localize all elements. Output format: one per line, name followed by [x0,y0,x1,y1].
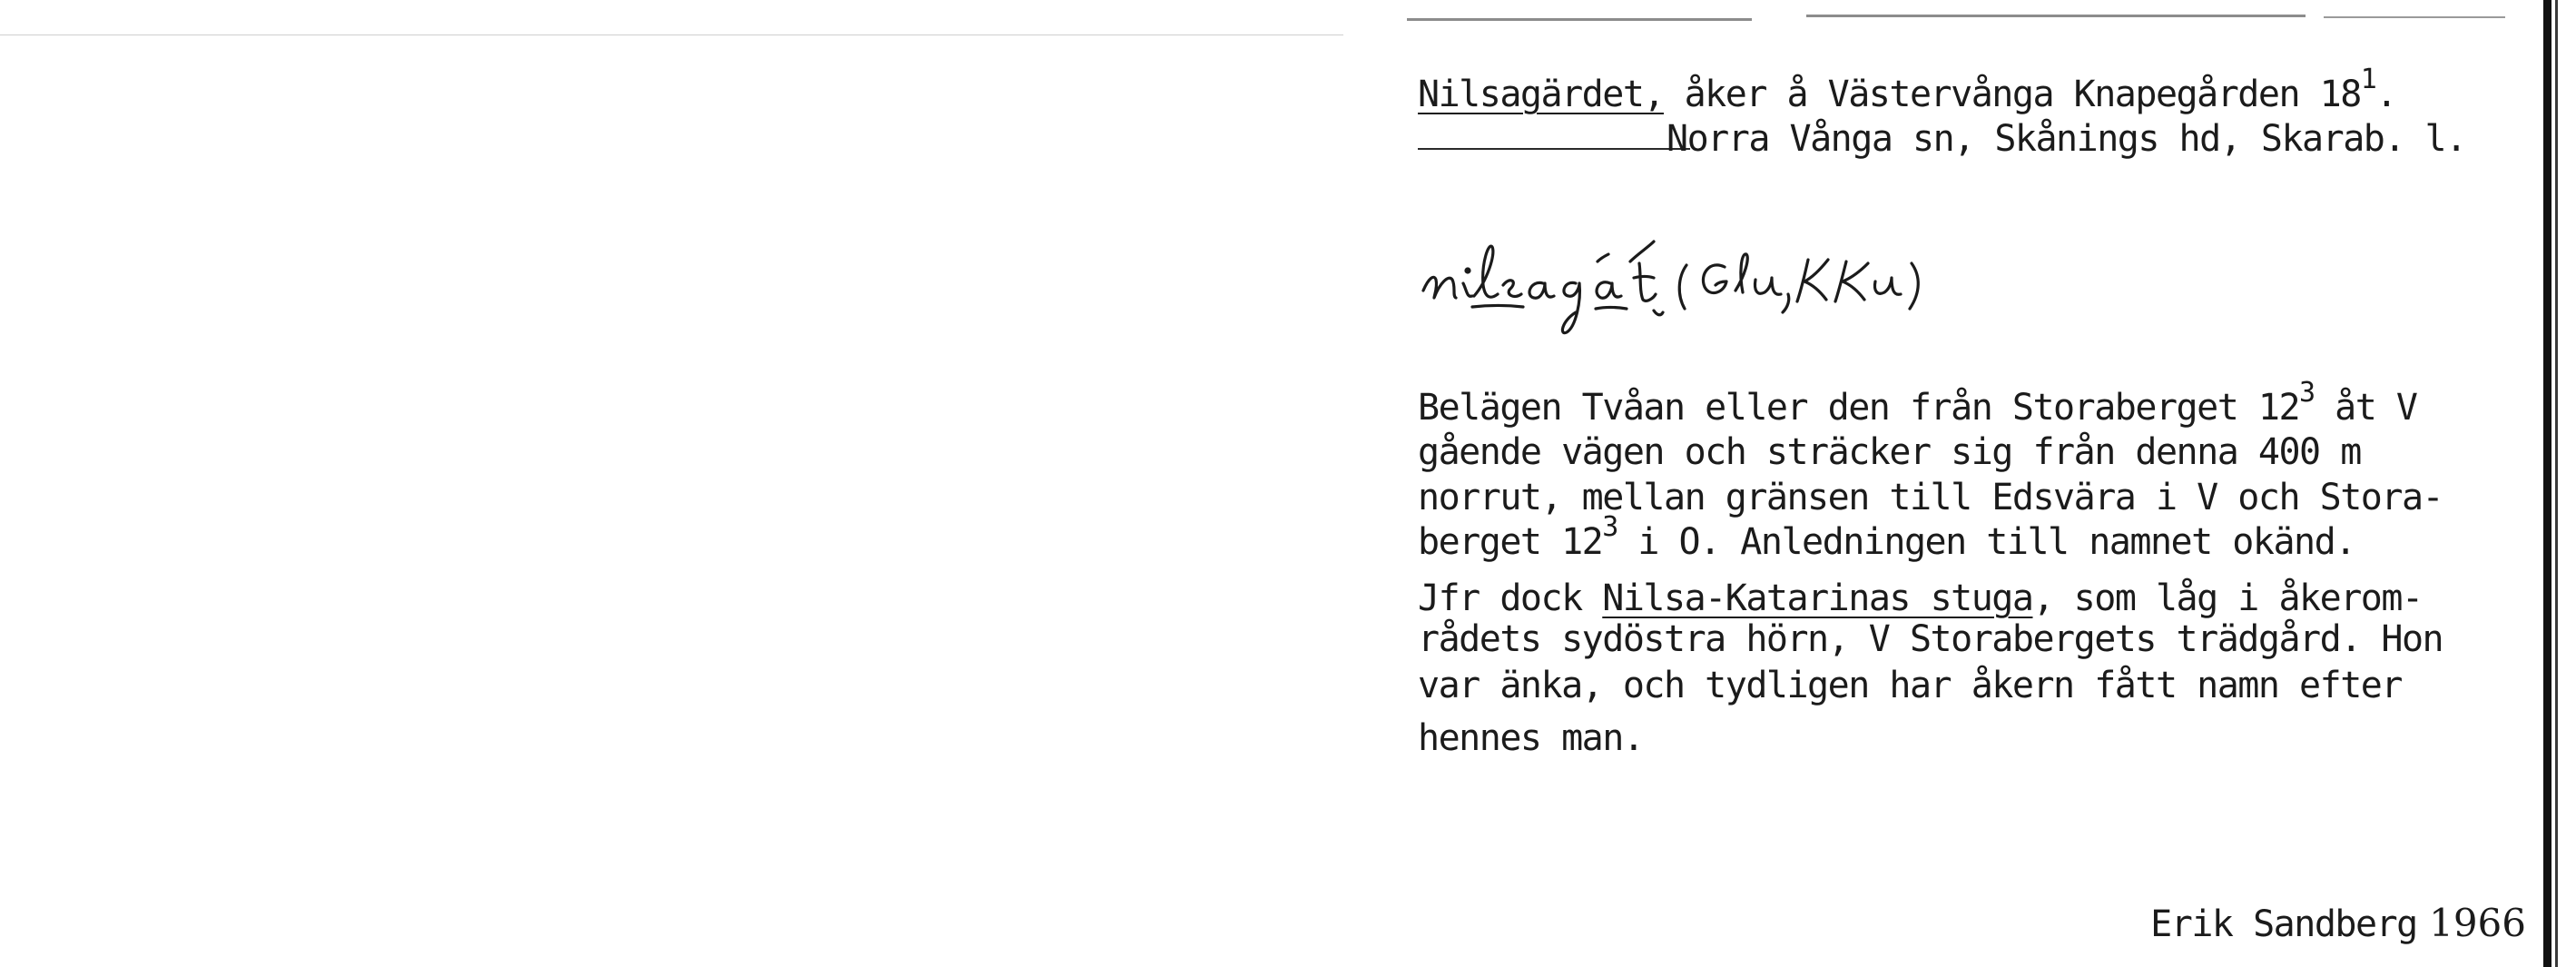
signature [2150,901,2526,945]
body-text: åt V [2314,387,2417,429]
card-edge-shadow [2555,0,2558,967]
title-period: . [2375,74,2396,115]
body-line [1418,511,2355,567]
card-edge-shadow [2543,0,2551,967]
body-line: hennes man. [1418,717,1644,759]
signature-name: Erik Sandberg [2150,903,2417,945]
body-line: norrut, mellan gränsen till Edsvära i V och Stora- [1418,477,2443,518]
body-text: i O. Anledningen till namnet okänd. [1617,521,2355,563]
headword: Nilsagärdet, [1418,74,1664,115]
cross-reference: Nilsa-Katarinas stuga [1602,577,2033,619]
location-line: Norra Vånga sn, Skånings hd, Skarab. l. [1667,118,2466,160]
body-text: berget 12 [1418,521,1603,563]
body-text: , som låg i åkerom- [2032,577,2423,619]
body-text: Jfr dock [1418,577,1603,619]
title-rule [1418,148,1690,150]
body-superscript: 3 [2299,377,2315,409]
body-line: var änka, och tydligen har åkern fått namn efter [1418,665,2402,706]
signature-year: 1966 [2429,901,2526,945]
title-superscript: 1 [2360,64,2376,95]
body-text: Belägen Tvåan eller den från Storaberget 12 [1418,387,2300,429]
body-line: rådets sydöstra hörn, V Storabergets trädgård. Hon [1418,618,2443,660]
body-line [1418,377,2417,432]
title-text: åker å Västervånga Knapegården 18 [1663,74,2361,115]
body-superscript: 3 [1602,511,1617,543]
handwritten-pronunciation [1416,227,2169,345]
body-line: gående vägen och sträcker sig från denna 400 m [1418,431,2361,473]
card-title-line [1418,64,2396,119]
